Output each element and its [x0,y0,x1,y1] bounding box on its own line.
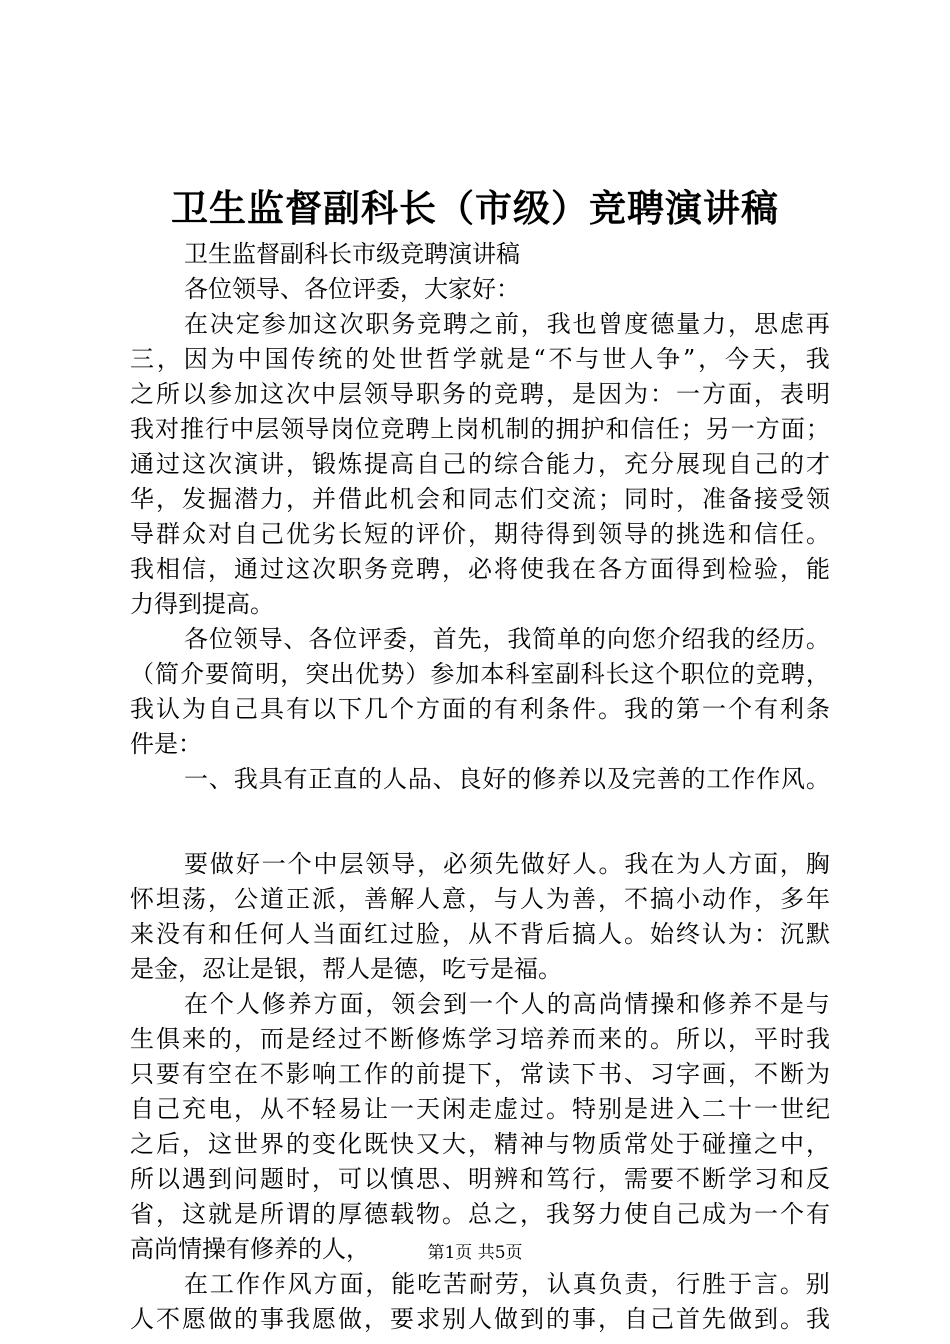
paragraph-line: 在 决 定 参 加 这 次 职 务 竞 聘 之 前 ， 我 也 曾 度 德 量 力 ， 思 虑 再 [184,310,830,338]
paragraph-line: 我 相 信 ， 通 过 这 次 职 务 竞 聘 ， 必 将 使 我 在 各 方 面 得 到 检 验 ， 能 [130,555,830,583]
paragraph-line: 所 以 遇 到 问 题 时 ， 可 以 慎 思 、 明 辨 和 笃 行 ， 需 要 不 断 学 习 和 反 [130,1165,830,1193]
paragraph-line: 我 认 为 自 己 具 有 以 下 几 个 方 面 的 有 利 条 件 。 我 的 第 一 个 有 利 条 [130,695,830,723]
document-body [130,237,830,1337]
page-footer: 第1页 共5页 [427,1243,523,1263]
paragraph-line: 只 要 有 空 在 不 影 响 工 作 的 前 提 下 ， 常 读 下 书 、 习 字 画 ， 不 断 为 [130,1060,830,1088]
paragraph-line: 生 俱 来 的 ， 而 是 经 过 不 断 修 炼 学 习 培 养 而 来 的 。 所 以 ， 平 时 我 [130,1025,830,1053]
paragraph-line: 华 ， 发 掘 潜 力 ， 并 借 此 机 会 和 同 志 们 交 流 ； 同 时 ， 准 备 接 受 领 [130,485,830,513]
paragraph-line: 各 位 领 导 、 各 位 评 委 ， 首 先 ， 我 简 单 的 向 您 介 绍 我 的 经 历 。 [184,625,830,653]
paragraph-line: 三 ， 因 为 中 国 传 统 的 处 世 哲 学 就 是 “ 不 与 世 人 争 ” ， 今 天 ， 我 [130,345,830,373]
paragraph-line: 省 ， 这 就 是 所 谓 的 厚 德 载 物 。 总 之 ， 我 努 力 使 自 己 成 为 一 个 有 [130,1200,830,1228]
document-title: 卫生监督副科长（市级）竞聘演讲稿 [171,186,779,230]
paragraph-line: 在 个 人 修 养 方 面 ， 领 会 到 一 个 人 的 高 尚 情 操 和 修 养 不 是 与 [184,990,830,1018]
paragraph-line: 之 所 以 参 加 这 次 中 层 领 导 职 务 的 竞 聘 ， 是 因 为 ： 一 方 面 ， 表 明 [130,380,830,408]
salutation-line: 各位领导、各位评委，大家好： [184,275,520,303]
paragraph-line: 力得到提高。 [130,590,274,618]
blank-spacer [130,797,830,847]
section-heading-line: 一 、 我 具 有 正 直 的 人 品 、 良 好 的 修 养 以 及 完 善 的 工 作 作 风 。 [184,765,830,793]
subtitle-line: 卫生监督副科长市级竞聘演讲稿 [184,240,520,268]
paragraph-line: 来 没 有 和 任 何 人 当 面 红 过 脸 ， 从 不 背 后 搞 人 。 始 终 认 为 ： 沉 默 [130,920,830,948]
paragraph-line: 怀 坦 荡 ， 公 道 正 派 ， 善 解 人 意 ， 与 人 为 善 ， 不 搞 小 动 作 ， 多 年 [130,885,830,913]
paragraph-line: 导 群 众 对 自 己 优 劣 长 短 的 评 价 ， 期 待 得 到 领 导 的 挑 选 和 信 任 。 [130,520,830,548]
paragraph-line: 要 做 好 一 个 中 层 领 导 ， 必 须 先 做 好 人 。 我 在 为 人 方 面 ， 胸 [184,850,830,878]
paragraph-line: 是金，忍让是银，帮人是德，吃亏是福。 [130,955,562,983]
paragraph-line: 自 己 充 电 ， 从 不 轻 易 让 一 天 闲 走 虚 过 。 特 别 是 进 入 二 十 一 世 纪 [130,1095,830,1123]
paragraph-line: 人 不 愿 做 的 事 我 愿 做 ， 要 求 别 人 做 到 的 事 ， 自 己 首 先 做 到 。 我 [130,1305,830,1333]
paragraph-line: 之 后 ， 这 世 界 的 变 化 既 快 又 大 ， 精 神 与 物 质 常 处 于 碰 撞 之 中 ， [130,1130,830,1158]
paragraph-line: 件是： [130,730,202,758]
paragraph-line: 高尚情操有修养的人， [130,1235,370,1263]
paragraph-line: 在 工 作 作 风 方 面 ， 能 吃 苦 耐 劳 ， 认 真 负 责 ， 行 胜 于 言 。 别 [184,1270,830,1298]
paragraph-line: （ 简 介 要 简 明 ， 突 出 优 势 ） 参 加 本 科 室 副 科 长 这 个 职 位 的 竞 聘 ， [130,660,830,688]
paragraph-line: 我 对 推 行 中 层 领 导 岗 位 竞 聘 上 岗 机 制 的 拥 护 和 信 任 ； 另 一 方 面 ； [130,415,830,443]
paragraph-line: 通 过 这 次 演 讲 ， 锻 炼 提 高 自 己 的 综 合 能 力 ， 充 分 展 现 自 己 的 才 [130,450,830,478]
